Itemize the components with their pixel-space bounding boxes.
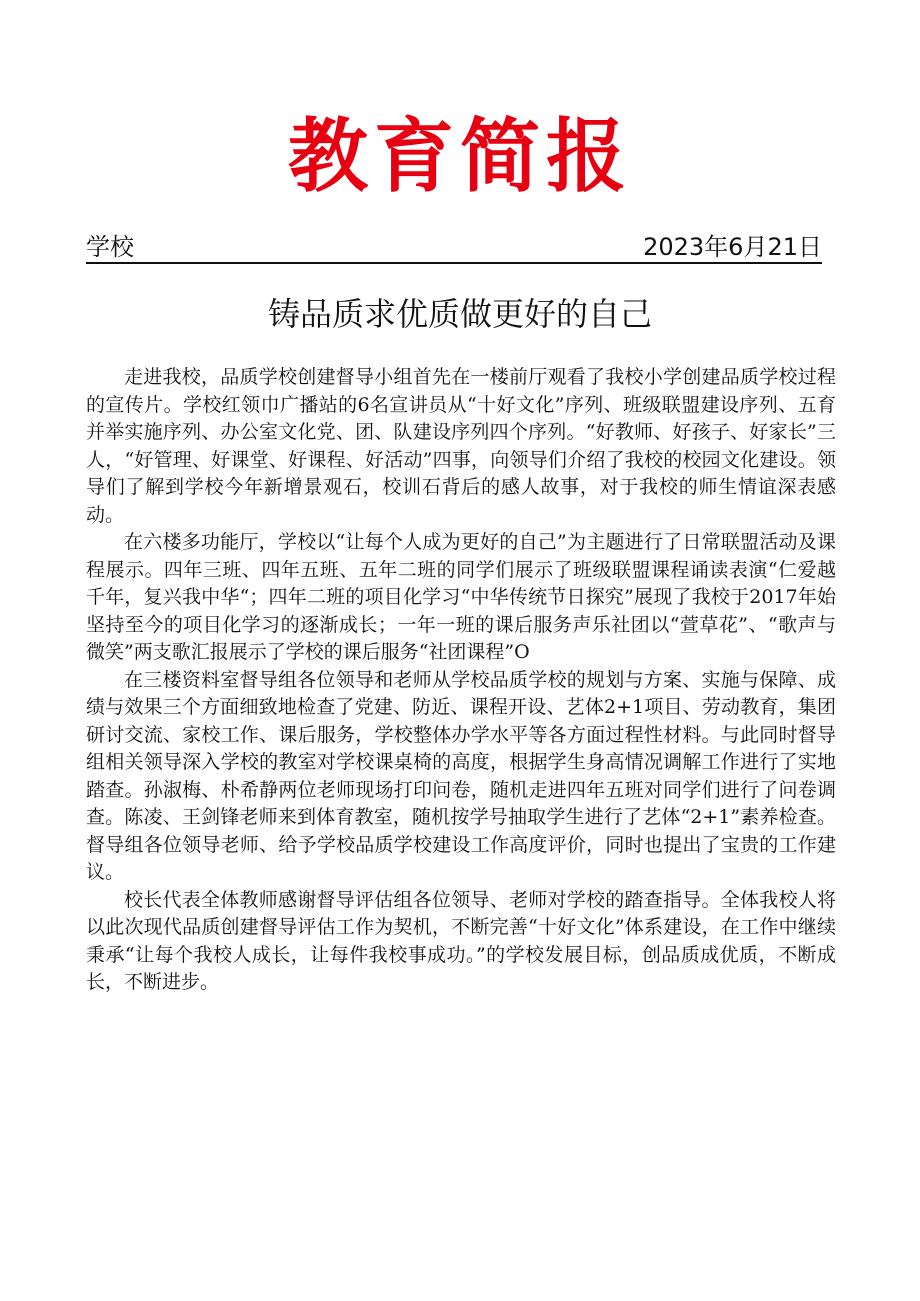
header-rule-row <box>86 232 822 264</box>
article-title: 铸品质求优质做更好的自己 <box>267 295 652 333</box>
article-paragraph: 走进我校，品质学校创建督导小组首先在一楼前厅观看了我校小学创建品质学校过程的宣传片。学校红领巾广播站的6名宣讲员从“十好文化”序列、班级联盟建设序列、五育并举实施序列、办公室文化党、团、队建设序列四个序列。“好教师、好孩子、好家长”三人，“好管理、好课堂、好课程、好活动”四事，向领导们介绍了我校的校园文化建设。领导们了解到学校今年新增景观石，校训石背后的感人故事，对于我校的师生情谊深表感动。 <box>86 366 836 526</box>
article-paragraph: 在三楼资料室督导组各位领导和老师从学校品质学校的规划与方案、实施与保障、成绩与效果三个方面细致地检查了党建、防近、课程开设、艺体2+1项目、劳动教育，集团研讨交流、家校工作、课后服务，学校整体办学水平等各方面过程性材料。与此同时督导组相关领导深入学校的教室对学校课桌椅的高度，根据学生身高情况调解工作进行了实地踏查。孙淑梅、朴希静两位老师现场打印问卷，随机走进四年五班对同学们进行了问卷调查。陈凌、王剑锋老师来到体育教室，随机按学号抽取学生进行了艺体“2+1”素养检查。督导组各位领导老师、给予学校品质学校建设工作高度评价，同时也提出了宝贵的工作建议。 <box>86 668 836 883</box>
article-body <box>86 364 836 997</box>
school-label: 学校 <box>86 233 134 261</box>
article-paragraph: 在六楼多功能厅，学校以“让每个人成为更好的自己”为主题进行了日常联盟活动及课程展示。四年三班、四年五班、五年二班的同学们展示了班级联盟课程诵读表演“仁爱越千年，复兴我中华“；四年二班的项目化学习“中华传统节日探究”展现了我校于2017年始坚持至今的项目化学习的逐渐成长；一年一班的课后服务声乐社团以“萱草花”、“歌声与微笑”两支歌汇报展示了学校的课后服务“社团课程”O <box>86 531 836 663</box>
issue-date: 2023年6月21日 <box>643 233 822 261</box>
article-paragraph: 校长代表全体教师感谢督导评估组各位领导、老师对学校的踏查指导。全体我校人将以此次现代品质创建督导评估工作为契机，不断完善“十好文化”体系建设，在工作中继续秉承“让每个我校人成长，让每件我校事成功。”的学校发展目标，创品质成优质，不断成长，不断进步。 <box>86 888 836 993</box>
newsletter-masthead: 教育简报 <box>288 109 632 203</box>
